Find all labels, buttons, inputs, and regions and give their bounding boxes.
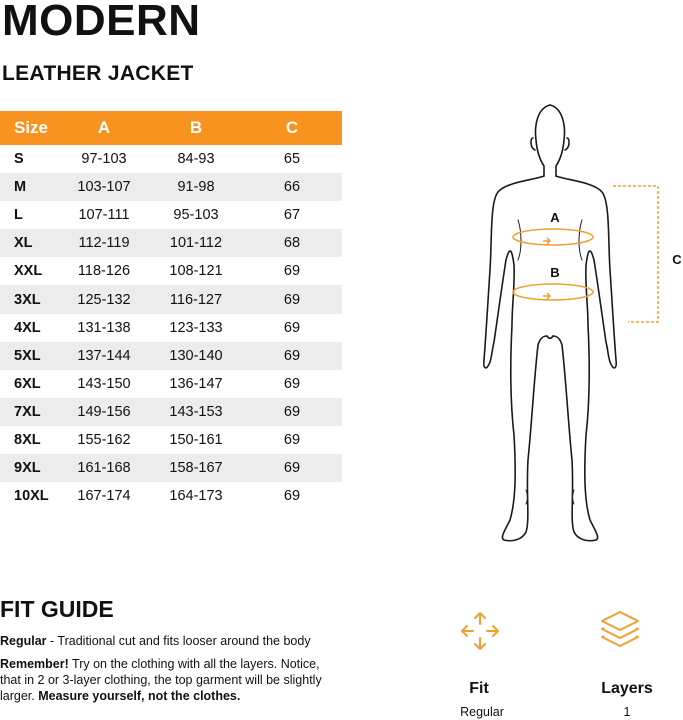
b-cell: 123-133 [169, 319, 223, 336]
size-cell: 4XL [14, 319, 41, 336]
c-cell: 69 [283, 375, 301, 392]
layers-value: 1 [623, 705, 631, 719]
c-cell: 69 [283, 263, 301, 280]
table-row [0, 257, 342, 285]
size-table [0, 111, 342, 510]
body-outline-icon [484, 105, 616, 541]
a-cell: 103-107 [58, 173, 150, 201]
table-row [0, 314, 342, 342]
a-cell: 161-168 [58, 454, 150, 482]
size-cell: M [0, 173, 58, 201]
table-row [0, 285, 342, 313]
c-cell: 69 [242, 285, 342, 313]
label-c: C [672, 252, 682, 267]
a-cell: 137-144 [58, 342, 150, 370]
header-a: A [58, 111, 150, 145]
regular-term: Regular [0, 634, 47, 648]
header-size: Size [0, 111, 58, 145]
a-cell: 107-111 [78, 207, 130, 224]
a-cell: 149-156 [58, 398, 150, 426]
b-cell: 130-140 [150, 342, 242, 370]
size-cell: 9XL [0, 454, 58, 482]
c-cell: 67 [283, 207, 301, 224]
label-b: B [550, 265, 560, 280]
layers-stack-icon [598, 608, 642, 652]
table-row [0, 482, 342, 510]
b-cell: 164-173 [169, 488, 223, 505]
measurement-guides [513, 186, 658, 322]
label-a: A [550, 210, 560, 225]
b-cell: 84-93 [177, 151, 215, 168]
remember-term: Remember! [0, 657, 69, 671]
a-cell: 167-174 [77, 488, 131, 505]
size-cell: 3XL [0, 285, 58, 313]
a-cell: 118-126 [77, 263, 131, 280]
layers-label: Layers [601, 680, 653, 697]
c-cell: 69 [283, 431, 301, 448]
b-cell: 95-103 [173, 207, 219, 224]
c-cell: 69 [242, 398, 342, 426]
body-figure-illustration [470, 100, 683, 552]
b-cell: 136-147 [169, 375, 223, 392]
table-row [0, 145, 342, 173]
a-cell: 131-138 [77, 319, 131, 336]
b-cell: 108-121 [169, 263, 223, 280]
table-row [0, 173, 342, 201]
c-cell: 66 [242, 173, 342, 201]
a-cell: 125-132 [58, 285, 150, 313]
page-subtitle: LEATHER JACKET [2, 62, 194, 85]
table-header-row [0, 111, 342, 145]
remember-emphasis: Measure yourself, not the clothes. [38, 689, 241, 703]
fit-guide-title: FIT GUIDE [0, 596, 114, 622]
size-cell: 8XL [14, 431, 41, 448]
a-cell: 97-103 [81, 151, 127, 168]
size-cell: L [14, 207, 23, 224]
size-cell: 6XL [14, 375, 41, 392]
a-cell: 155-162 [77, 431, 131, 448]
table-row [0, 342, 342, 370]
a-cell: 143-150 [77, 375, 131, 392]
b-cell: 143-153 [150, 398, 242, 426]
arrows-expand-icon [458, 609, 502, 653]
size-cell: XXL [14, 263, 43, 280]
fit-label: Fit [469, 680, 489, 697]
b-cell: 91-98 [150, 173, 242, 201]
c-cell: 69 [242, 454, 342, 482]
c-cell: 68 [242, 229, 342, 257]
size-cell: S [14, 151, 24, 168]
size-cell: 5XL [0, 342, 58, 370]
c-cell: 69 [242, 342, 342, 370]
b-cell: 101-112 [150, 229, 242, 257]
c-cell: 69 [283, 488, 301, 505]
b-cell: 116-127 [150, 285, 242, 313]
header-b: B [150, 111, 242, 145]
size-cell: XL [0, 229, 58, 257]
table-row [0, 454, 342, 482]
fit-value: Regular [460, 705, 504, 719]
remember-note [0, 656, 335, 704]
size-cell: 7XL [0, 398, 58, 426]
c-cell: 69 [283, 319, 301, 336]
b-cell: 150-161 [169, 431, 223, 448]
table-row [0, 229, 342, 257]
table-row [0, 398, 342, 426]
size-cell: 10XL [14, 488, 49, 505]
a-cell: 112-119 [58, 229, 150, 257]
page-title: MODERN [2, 0, 201, 45]
header-c: C [242, 111, 342, 145]
regular-description [0, 633, 440, 649]
table-row [0, 370, 342, 398]
b-cell: 158-167 [150, 454, 242, 482]
remember-text: Try on the clothing with all the layers. Notice, that in 2 or 3-layer clothing, the top garment will be slightly larger. [0, 657, 322, 703]
c-cell: 65 [283, 151, 301, 168]
table-row [0, 201, 342, 229]
table-row [0, 426, 342, 454]
regular-desc: - Traditional cut and fits looser around the body [46, 634, 311, 648]
